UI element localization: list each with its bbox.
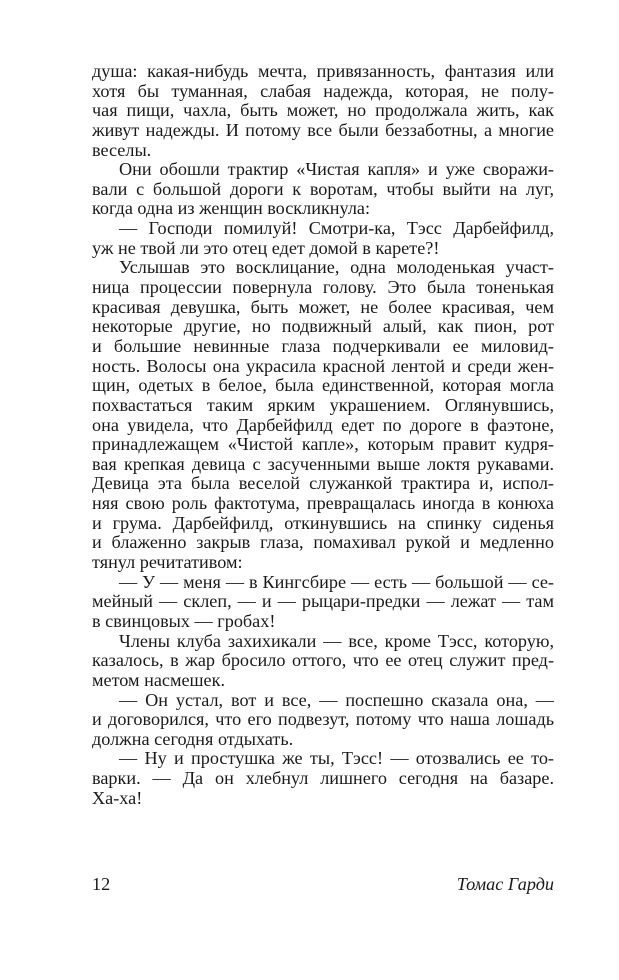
text-line: Услышав это восклицание, одна молоденькая участ- [119,257,554,278]
paragraph [92,749,554,808]
text-line: няя свою роль фактотума, превращалась иногда в конюха [92,493,554,514]
paragraph [92,62,554,160]
text-line: когда одна из женщин воскликнула: [92,198,371,219]
text-line: ность. Волосы она украсила красной лентой и среди жен- [92,355,554,376]
text-line: Они обошли трактир «Чистая капля» и уже своражи- [119,159,554,180]
text-line: и блаженно закрыв глаза, помахивал рукой и медленно [92,532,554,553]
text-line: метом насмешек. [92,669,226,690]
text-line: и грума. Дарбейфилд, откинувшись на спинку сиденья [92,512,554,533]
text-line: душа: какая-нибудь мечта, привязанность, фантазия или [92,61,554,81]
paragraph [92,258,554,572]
text-line: Девица эта была веселой служанкой трактира и, испол- [92,473,554,494]
text-line: ница процессии повернула голову. Это была тоненькая [92,277,554,298]
text-line: должна сегодня отдыхать. [92,728,294,749]
text-line: принадлежащем «Чистой капле», которым правит кудря- [92,434,554,455]
page-number: 12 [92,874,111,894]
paragraph [92,160,554,219]
text-line: Члены клуба захихикали — все, кроме Тэсс, которую, [119,630,554,651]
paragraph [92,573,554,632]
paragraph [92,632,554,691]
text-line: живут надежды. И потому все были беззаботны, а многие [92,119,554,140]
running-title: Томас Гарди [456,874,554,894]
paragraph [92,691,554,750]
text-line: мейный — склеп, — и — рыцари-предки — лежат — там [92,591,554,612]
body-text [92,62,554,808]
text-line: вая крепкая девица с засученными выше локтя рукавами. [92,453,554,474]
text-line: вали с большой дороги к воротам, чтобы выйти на луг, [92,178,554,199]
text-line: тянул речитативом: [92,552,243,573]
text-line: хотя бы туманная, слабая надежда, которая, не полу- [92,80,554,101]
text-line: щин, одетых в белое, была единственной, которая могла [92,375,554,396]
text-line: казалось, в жар бросило оттого, что ее отец служит пред- [92,650,554,671]
text-line: похвастаться таким ярким украшением. Оглянувшись, [92,394,554,415]
text-line: — Ну и простушка же ты, Тэсс! — отозвались ее то- [119,748,554,769]
text-line: красивая девушка, быть может, не более красивая, чем [92,296,554,317]
text-line: и большие невинные глаза подчеркивали ее миловид- [92,335,554,356]
text-line: и договорился, что его подвезут, потому что наша лошадь [92,709,554,730]
text-line: — Господи помилуй! Смотри-ка, Тэсс Дарбейфилд, [119,218,554,239]
page-footer [92,874,554,895]
text-line: уж не твой ли это отец едет домой в карете?! [92,237,440,258]
text-line: некоторые другие, но подвижный алый, как пион, рот [92,316,554,337]
text-line: веселы. [92,139,152,160]
text-line: чая пищи, чахла, быть может, но продолжала жить, как [92,100,554,121]
text-line: в свинцовых — гробах! [92,610,276,631]
text-line: — Он устал, вот и все, — поспешно сказала она, — [119,689,554,710]
text-line: она увидела, что Дарбейфилд едет по дороге в фаэтоне, [92,414,554,435]
text-line: варки. — Да он хлебнул лишнего сегодня на базаре. [92,768,554,789]
text-line: — У — меня — в Кингсбире — есть — большой — се- [119,571,554,592]
text-line: Ха-ха! [92,787,143,808]
paragraph [92,219,554,258]
